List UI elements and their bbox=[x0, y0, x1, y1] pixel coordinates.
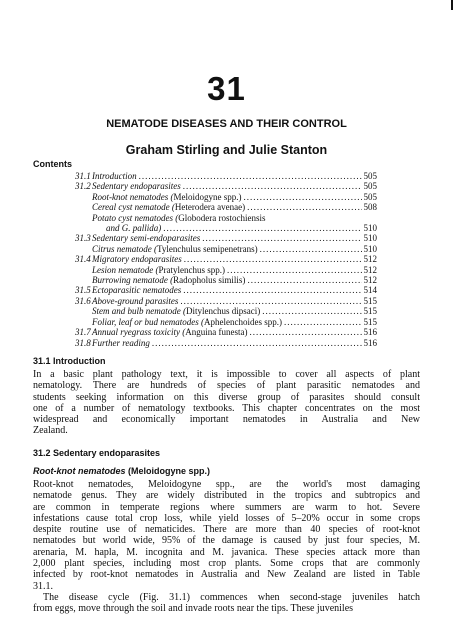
contents-heading: Contents bbox=[33, 159, 72, 169]
toc-entry-number: 31.1 bbox=[75, 171, 91, 181]
toc-entry-title: Foliar, leaf or bud nematodes (Aphelenchoides spp.) bbox=[92, 316, 282, 327]
text-line: infected by root-knot nematodes in Australia and New Zealand are listed in Table bbox=[33, 569, 420, 581]
toc-entry bbox=[75, 181, 377, 191]
text-line: 31.1. bbox=[33, 580, 53, 592]
toc-entry-page: 512 bbox=[363, 264, 377, 275]
toc-entry-page: 515 bbox=[363, 295, 377, 306]
toc-entry bbox=[75, 306, 377, 316]
toc-entry bbox=[75, 285, 377, 295]
toc-entry-page: 505 bbox=[363, 181, 377, 192]
toc-entry bbox=[75, 171, 377, 181]
toc-entry-title: Sedentary endoparasites bbox=[92, 181, 181, 192]
toc-entry-page: 516 bbox=[363, 337, 377, 348]
toc-entry-page: 512 bbox=[363, 275, 377, 286]
toc-entry-page: 505 bbox=[363, 171, 377, 181]
toc-entry bbox=[75, 327, 377, 337]
toc-entry-page: 508 bbox=[363, 202, 377, 213]
toc-entry-page: 514 bbox=[363, 285, 377, 296]
toc-entry-title: Lesion nematode (Pratylenchus spp.) bbox=[92, 264, 225, 275]
text-line: students seeking information on this diverse group of parasites should consult bbox=[33, 391, 420, 403]
toc-entry-number: 31.6 bbox=[75, 295, 91, 306]
toc-entry-title: Above-ground parasites bbox=[92, 295, 179, 306]
toc-entry bbox=[75, 192, 377, 202]
toc-entry-page: 515 bbox=[363, 316, 377, 327]
text-line: nematode genus. They are widely distributed in the tropics and subtropics and bbox=[33, 490, 420, 502]
toc-entry-continuation: and G. pallida) ..... 510 bbox=[75, 223, 377, 233]
text-line: Root-knot nematodes, Meloidogyne spp., are the world's most damaging bbox=[33, 479, 420, 490]
root-knot-paragraph bbox=[33, 479, 420, 592]
toc-entry-title: Sedentary semi-endoparasites bbox=[92, 233, 201, 244]
toc-entry bbox=[75, 202, 377, 212]
text-line: arenaria, M. hapla, M. incognita and M. javanica. These species attack more than bbox=[33, 546, 420, 558]
toc-entry bbox=[75, 254, 377, 264]
toc-entry-page: 505 bbox=[363, 191, 377, 202]
toc-entry bbox=[75, 338, 377, 348]
toc-entry-title: Further reading bbox=[92, 337, 150, 348]
toc-entry-page: 510 bbox=[363, 233, 377, 244]
chapter-title: NEMATODE DISEASES AND THEIR CONTROL bbox=[106, 118, 347, 130]
toc-entry-title: Introduction bbox=[92, 171, 137, 181]
toc-entry bbox=[75, 317, 377, 327]
toc-entry-page: 516 bbox=[363, 327, 377, 338]
toc-entry-title: Root-knot nematodes (Meloidogyne spp.) bbox=[92, 191, 242, 202]
text-line: despite routine use of nematicides. There are more than 40 species of root-knot bbox=[33, 524, 420, 536]
toc-entry bbox=[75, 244, 377, 254]
text-line: 2,000 plant species, including most crop plants. Some crops that are commonly bbox=[33, 558, 420, 570]
toc-entry bbox=[75, 296, 377, 306]
toc-entry-title: Cereal cyst nematode (Heterodera avenae) bbox=[92, 202, 246, 213]
chapter-number: 31 bbox=[207, 70, 246, 107]
disease-cycle-paragraph bbox=[33, 592, 420, 615]
introduction-paragraph bbox=[33, 369, 420, 437]
toc-entry bbox=[75, 233, 377, 243]
text-line: In a basic plant pathology text, it is impossible to cover all aspects of plant bbox=[33, 369, 420, 380]
toc-entry-title: Potato cyst nematodes (Globodera rostochiensis bbox=[92, 212, 266, 223]
text-line: Zealand. bbox=[33, 425, 68, 437]
section-heading-introduction: 31.1 Introduction bbox=[33, 356, 106, 366]
toc-entry-title: Stem and bulb nematode (Ditylenchus dipsaci) bbox=[92, 306, 261, 317]
toc-entry-number: 31.4 bbox=[75, 254, 91, 265]
toc-entry-page: 510 bbox=[363, 243, 377, 254]
toc-entry-page: 510 bbox=[363, 223, 377, 234]
text-line: are common in temperate regions where summers are warm to hot. Severe bbox=[33, 501, 420, 513]
table-of-contents bbox=[75, 171, 377, 348]
text-line: infestations cause total crop loss, while yield losses of 5–20% occur in some crops bbox=[33, 512, 420, 524]
toc-entry-title: Ectoparasitic nematodes bbox=[92, 285, 182, 296]
toc-entry bbox=[75, 265, 377, 275]
text-line: one of a number of nematology textbooks. This chapter concentrates on the most bbox=[33, 402, 420, 414]
chapter-authors: Graham Stirling and Julie Stanton bbox=[125, 143, 328, 157]
toc-entry-title: Annual ryegrass toxicity (Anguina funesta) bbox=[92, 327, 248, 338]
toc-entry bbox=[75, 275, 377, 285]
subheading-italic: Root-knot nematodes bbox=[33, 466, 126, 476]
toc-entry-number: 31.7 bbox=[75, 327, 91, 338]
text-line: nematology. There are hundreds of species of plant parasitic nematodes and bbox=[33, 380, 420, 392]
toc-entry-number: 31.2 bbox=[75, 181, 91, 192]
section-heading-sedentary-endoparasites: 31.2 Sedentary endoparasites bbox=[33, 448, 161, 458]
toc-entry-page: 512 bbox=[363, 254, 377, 265]
toc-entry-title: Migratory endoparasites bbox=[92, 254, 182, 265]
toc-entry-number: 31.8 bbox=[75, 337, 91, 348]
text-line: The disease cycle (Fig. 31.1) commences when second-stage juveniles hatch bbox=[43, 592, 420, 603]
toc-entry-title: Citrus nematode (Tylenchulus semipenetrans) bbox=[92, 243, 258, 254]
toc-entry-title: Burrowing nematode (Radopholus similis) bbox=[92, 275, 246, 286]
toc-entry-number: 31.3 bbox=[75, 233, 91, 244]
subheading-species: (Meloidogyne spp.) bbox=[125, 466, 211, 476]
text-line: widespread and economically important nematodes in Australia and New bbox=[33, 414, 420, 426]
text-line: nematodes but world wide, 95% of the damage is caused by just four species, M. bbox=[33, 535, 420, 547]
text-line: from eggs, move through the soil and invade roots near the tips. These juveniles bbox=[33, 603, 354, 615]
subheading-root-knot-nematodes bbox=[33, 466, 210, 476]
toc-entry-number: 31.5 bbox=[75, 285, 91, 296]
toc-entry bbox=[75, 213, 377, 223]
toc-entry-page: 515 bbox=[363, 306, 377, 317]
